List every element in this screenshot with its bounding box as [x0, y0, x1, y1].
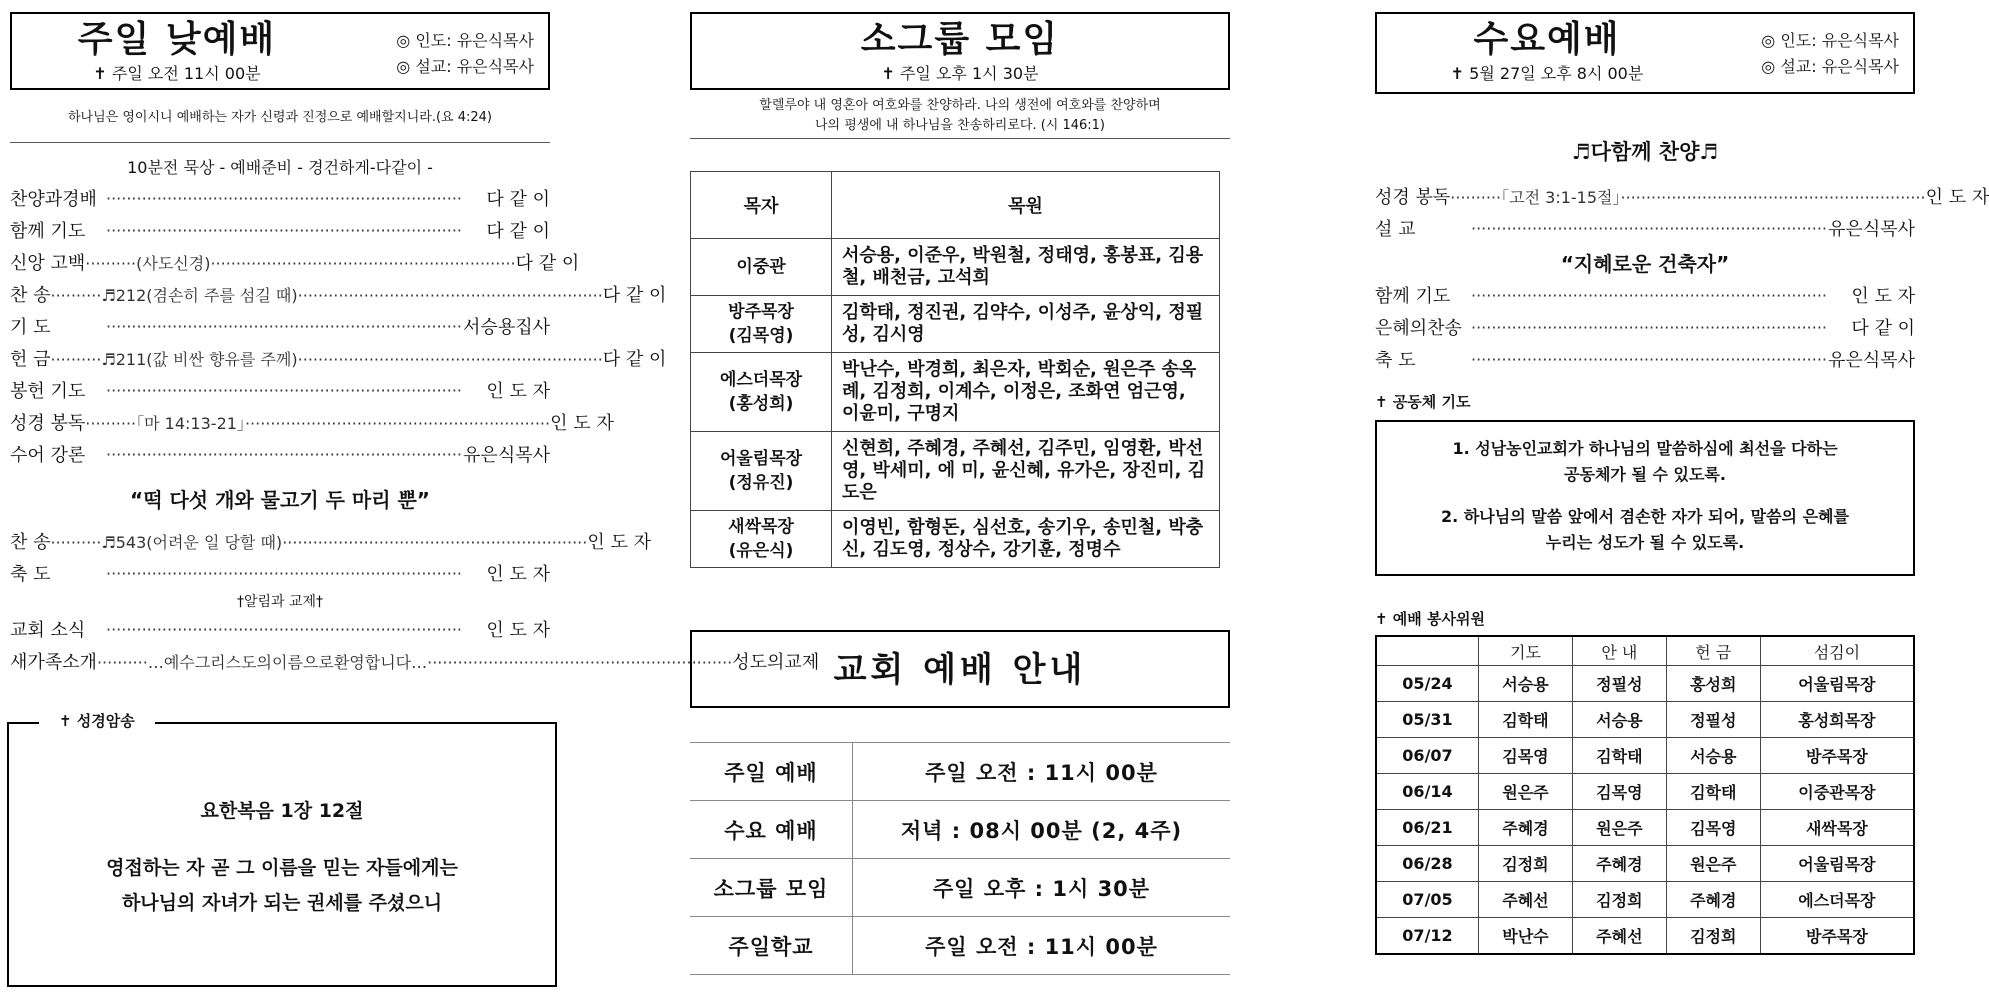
- prayer-1a: 1. 성남농인교회가 하나님의 말씀하심에 최선을 다하는: [1452, 439, 1838, 458]
- order-label: 성경 봉독: [1375, 187, 1451, 208]
- order-person: 인 도 자: [587, 532, 651, 553]
- order-label: 헌 금: [10, 349, 51, 370]
- order-label: 찬양과경배: [10, 189, 97, 210]
- small-group-row: [691, 432, 1220, 511]
- shepherd-leader: (정유진): [728, 473, 794, 493]
- duty-row: [1376, 738, 1914, 774]
- sunday-title-box: [10, 12, 550, 90]
- order-leader-dots: ··········♬211(값 비싼 향유를 주께)····························································: [50, 349, 603, 369]
- small-group-verse-2: 나의 평생에 내 하나님을 찬송하리로다. (시 146:1): [814, 118, 1106, 133]
- duty-cell: 방주목장: [1760, 918, 1914, 955]
- prayer-2b: 누리는 성도가 될 수 있도록.: [1545, 533, 1745, 552]
- small-group-time: ✝ 주일 오후 1시 30분: [881, 64, 1039, 83]
- duty-row: [1376, 918, 1914, 955]
- service-time: 주일 오전 : 11시 00분: [853, 917, 1231, 975]
- order-label: 수어 강론: [10, 445, 86, 466]
- duty-cell: 주혜선: [1478, 882, 1572, 918]
- order-leader-dots: ······································································: [105, 619, 462, 639]
- service-guide-title: 교회 예배 안내: [833, 650, 1087, 690]
- duty-cell: 박난수: [1478, 918, 1572, 955]
- order-leader-dots: ······································································: [105, 563, 462, 583]
- duty-cell: 방주목장: [1760, 738, 1914, 774]
- duty-date: 06/28: [1376, 846, 1478, 882]
- duty-cell: 이중관목장: [1760, 774, 1914, 810]
- duty-cell: 어울림목장: [1760, 666, 1914, 702]
- duty-cell: 서승용: [1666, 738, 1760, 774]
- shepherd-name: 에스더목장: [719, 370, 803, 390]
- sunday-time: ✝ 주일 오전 11시 00분: [93, 64, 261, 83]
- order-row: [10, 557, 550, 589]
- order-leader-dots: ······································································: [1470, 349, 1827, 369]
- order-detail: 「마 14:13-21」: [136, 413, 245, 433]
- order-label: 은혜의찬송: [1375, 318, 1462, 339]
- order-label: 기 도: [10, 317, 51, 338]
- duty-header-cell: 헌 금: [1666, 636, 1760, 666]
- duty-cell: 김학태: [1478, 702, 1572, 738]
- duty-cell: 김목영: [1572, 774, 1666, 810]
- wednesday-title-box: [1375, 12, 1915, 94]
- duty-cell: 주혜경: [1572, 846, 1666, 882]
- duty-header-cell: 섬김이: [1760, 636, 1914, 666]
- duty-cell: 홍성희: [1666, 666, 1760, 702]
- order-label: 함께 기도: [10, 221, 86, 242]
- duty-cell: 정필성: [1666, 702, 1760, 738]
- order-detail: 「고전 3:1-15절」: [1501, 187, 1621, 207]
- order-leader-dots: ······································································: [1470, 218, 1827, 238]
- order-person: 유은식목사: [1828, 350, 1915, 371]
- prayer-1b: 공동체가 될 수 있도록.: [1564, 465, 1726, 484]
- duty-cell: 어울림목장: [1760, 846, 1914, 882]
- service-time: 주일 오후 : 1시 30분: [853, 859, 1231, 917]
- order-person: 인 도 자: [486, 620, 550, 641]
- order-leader-dots: ··········「마 14:13-21」····························································: [85, 413, 551, 433]
- members-cell: 서승용, 이준우, 박원철, 정태영, 홍봉표, 김용철, 배천금, 고석희: [832, 239, 1220, 296]
- shepherd-cell: [691, 432, 832, 511]
- order-row: [10, 342, 667, 374]
- order-label: 찬 송: [10, 532, 51, 553]
- members-header: 목원: [832, 172, 1220, 239]
- order-label: 설 교: [1375, 219, 1416, 240]
- service-guide-table: [690, 742, 1230, 975]
- service-guide-title-box: [690, 630, 1230, 708]
- order-row: [1375, 180, 1989, 212]
- service-time: 저녁 : 08시 00분 (2, 4주): [853, 801, 1231, 859]
- shepherd-cell: [691, 296, 832, 353]
- prayer-2a: 2. 하나님의 말씀 앞에서 겸손한 자가 되어, 말씀의 은혜를: [1441, 507, 1849, 526]
- duty-header-cell: 안 내: [1572, 636, 1666, 666]
- order-leader-dots: ······································································: [105, 220, 462, 240]
- order-row: [10, 406, 614, 438]
- small-group-row: [691, 239, 1220, 296]
- duty-date: 06/21: [1376, 810, 1478, 846]
- order-leader-dots: ······································································: [105, 188, 462, 208]
- small-group-table: [690, 171, 1220, 568]
- sunday-title: 주일 낮예배: [77, 19, 277, 60]
- duty-date: 06/07: [1376, 738, 1478, 774]
- wednesday-title: 수요예배: [1473, 19, 1621, 60]
- order-detail: ♬212(겸손히 주를 섬길 때): [101, 285, 298, 305]
- order-leader-dots: ··········「고전 3:1-15절」····························································: [1450, 187, 1926, 207]
- order-person: 인 도 자: [486, 381, 550, 402]
- shepherd-leader: (김목영): [728, 326, 794, 346]
- small-group-title: 소그룹 모임: [860, 19, 1060, 60]
- duty-cell: 김정희: [1666, 918, 1760, 955]
- order-person: 다 같 이: [515, 253, 580, 274]
- order-person: 성도의교제: [732, 652, 820, 673]
- memory-verse-line2: 하나님의 자녀가 되는 권세를 주셨으니: [121, 892, 443, 914]
- duty-row: [1376, 666, 1914, 702]
- duty-tag: ✝ 예배 봉사위원: [1375, 610, 1485, 628]
- shepherd-cell: [691, 239, 832, 296]
- duty-row: [1376, 810, 1914, 846]
- duty-row: [1376, 702, 1914, 738]
- order-person: 인 도 자: [550, 413, 614, 434]
- sunday-preacher: ◎ 설교: 유은식목사: [396, 57, 534, 76]
- order-label: 축 도: [1375, 350, 1416, 371]
- order-row: [1375, 311, 1915, 343]
- order-leader-dots: ······································································: [105, 316, 462, 336]
- duty-date: 05/24: [1376, 666, 1478, 702]
- duty-cell: 김정희: [1572, 882, 1666, 918]
- duty-date: 07/05: [1376, 882, 1478, 918]
- duty-table: [1375, 635, 1915, 955]
- order-row: [10, 525, 651, 557]
- order-row: [10, 374, 550, 406]
- shepherd-name: 새싹목장: [728, 517, 794, 537]
- order-leader-dots: ······································································: [1470, 317, 1827, 337]
- service-row: [690, 859, 1230, 917]
- small-group-row: [691, 511, 1220, 568]
- shepherd-cell: [691, 353, 832, 432]
- order-label: 교회 소식: [10, 620, 86, 641]
- duty-cell: 김정희: [1478, 846, 1572, 882]
- order-leader-dots: ··········…예수그리스도의이름으로환영합니다…····························································: [96, 652, 733, 672]
- wednesday-time: ✝ 5월 27일 오후 8시 00분: [1450, 64, 1644, 83]
- memory-verse-ref: 요한복음 1장 12절: [200, 800, 364, 822]
- order-label: 찬 송: [10, 285, 51, 306]
- order-label: 새가족소개: [10, 652, 97, 673]
- order-detail: ♬543(어려운 일 당할 때): [101, 532, 283, 552]
- wednesday-worship-column: [1375, 0, 1989, 955]
- order-row: [10, 613, 550, 645]
- duty-date: 06/14: [1376, 774, 1478, 810]
- service-name: 주일 예배: [690, 743, 853, 801]
- duty-header-cell: 기도: [1478, 636, 1572, 666]
- service-time: 주일 오전 : 11시 00분: [853, 743, 1231, 801]
- order-row: [10, 645, 820, 677]
- shepherd-header: 목자: [691, 172, 832, 239]
- announce-heading: †알림과 교제†: [236, 594, 324, 610]
- duty-cell: 정필성: [1572, 666, 1666, 702]
- duty-cell: 에스더목장: [1760, 882, 1914, 918]
- members-cell: 김학태, 정진권, 김약수, 이성주, 윤상익, 정필성, 김시영: [832, 296, 1220, 353]
- order-leader-dots: ······································································: [105, 380, 462, 400]
- duty-cell: 주혜경: [1478, 810, 1572, 846]
- service-name: 수요 예배: [690, 801, 853, 859]
- order-row: [1375, 279, 1915, 311]
- community-prayer-tag: ✝ 공동체 기도: [1375, 393, 1471, 411]
- sunday-verse: 하나님은 영이시니 예배하는 자가 신령과 진정으로 예배할지니라.(요 4:24): [67, 110, 493, 125]
- duty-row: [1376, 882, 1914, 918]
- duty-header-row: [1376, 636, 1914, 666]
- order-person: 서승용집사: [463, 317, 550, 338]
- order-person: 유은식목사: [463, 445, 550, 466]
- order-row: [10, 214, 550, 246]
- service-row: [690, 917, 1230, 975]
- duty-date: 05/31: [1376, 702, 1478, 738]
- wednesday-preacher: ◎ 설교: 유은식목사: [1761, 57, 1899, 76]
- sunday-announce-list: [10, 613, 820, 677]
- duty-cell: 서승용: [1572, 702, 1666, 738]
- order-leader-dots: ··········♬543(어려운 일 당할 때)····························································: [50, 532, 588, 552]
- duty-cell: 김목영: [1478, 738, 1572, 774]
- order-label: 축 도: [10, 564, 51, 585]
- shepherd-name: 어울림목장: [719, 449, 803, 469]
- order-detail: ♬211(값 비싼 향유를 주께): [101, 349, 298, 369]
- members-cell: 이영빈, 함형돈, 심선호, 송기우, 송민철, 박충신, 김도영, 정상수, 강기훈, 정명수: [832, 511, 1220, 568]
- order-label: 봉헌 기도: [10, 381, 86, 402]
- sunday-leader: ◎ 인도: 유은식목사: [396, 31, 534, 50]
- order-row: [10, 182, 550, 214]
- duty-cell: 원은주: [1666, 846, 1760, 882]
- shepherd-name: 이중관: [736, 257, 786, 277]
- duty-cell: 서승용: [1478, 666, 1572, 702]
- community-prayer-box: [1375, 420, 1915, 576]
- duty-cell: 원은주: [1478, 774, 1572, 810]
- order-person: 인 도 자: [1851, 286, 1915, 307]
- order-row: [10, 246, 580, 278]
- order-row: [10, 438, 550, 470]
- duty-cell: 김학태: [1666, 774, 1760, 810]
- duty-cell: 홍성희목장: [1760, 702, 1914, 738]
- service-name: 소그룹 모임: [690, 859, 853, 917]
- service-row: [690, 801, 1230, 859]
- sunday-sermon-title: “떡 다섯 개와 물고기 두 마리 뿐”: [130, 488, 430, 512]
- wednesday-praise: ♬다함께 찬양♬: [1571, 140, 1719, 164]
- service-name: 주일학교: [690, 917, 853, 975]
- order-label: 함께 기도: [1375, 286, 1451, 307]
- members-cell: 신현희, 주혜경, 주혜선, 김주민, 임영환, 박선영, 박세미, 에 미, 윤신혜, 유가은, 장진미, 김도은: [832, 432, 1220, 511]
- order-row: [10, 278, 667, 310]
- duty-row: [1376, 774, 1914, 810]
- wednesday-closing-list: [1375, 279, 1915, 375]
- order-person: 다 같 이: [602, 285, 667, 306]
- wednesday-order-list: [1375, 180, 1989, 244]
- order-leader-dots: ··········♬212(겸손히 주를 섬길 때)····························································: [50, 285, 603, 305]
- sunday-closing-list: [10, 525, 651, 589]
- duty-cell: 원은주: [1572, 810, 1666, 846]
- small-group-row: [691, 353, 1220, 432]
- small-group-header-row: [691, 172, 1220, 239]
- memory-verse-tag: ✝ 성경암송: [39, 710, 155, 731]
- order-leader-dots: ······································································: [105, 444, 462, 464]
- small-group-verse-1: 할렐루야 내 영혼아 여호와를 찬양하라. 나의 생전에 여호와를 찬양하며: [759, 98, 1161, 113]
- order-row: [1375, 212, 1915, 244]
- order-label: 성경 봉독: [10, 413, 86, 434]
- order-person: 다 같 이: [1851, 318, 1915, 339]
- order-leader-dots: ······································································: [1470, 285, 1827, 305]
- order-row: [10, 310, 550, 342]
- sunday-prelude: 10분전 묵상 - 예배준비 - 경건하게-다같이 -: [127, 158, 433, 177]
- shepherd-leader: (유은식): [728, 541, 794, 561]
- memory-verse-line1: 영접하는 자 곧 그 이름을 믿는 자들에게는: [106, 857, 458, 879]
- shepherd-cell: [691, 511, 832, 568]
- duty-cell: 김목영: [1666, 810, 1760, 846]
- service-row: [690, 743, 1230, 801]
- order-person: 인 도 자: [1925, 187, 1989, 208]
- order-detail: (사도신경): [136, 253, 211, 273]
- order-leader-dots: ··········(사도신경)····························································: [85, 253, 516, 273]
- duty-cell: 주혜경: [1666, 882, 1760, 918]
- shepherd-name: 방주목장: [728, 302, 794, 322]
- order-row: [1375, 343, 1915, 375]
- duty-header-cell: [1376, 636, 1478, 666]
- members-cell: 박난수, 박경희, 최은자, 박회순, 원은주 송옥례, 김정희, 이계수, 이정은, 조화연 엄근영, 이윤미, 구명지: [832, 353, 1220, 432]
- duty-row: [1376, 846, 1914, 882]
- sunday-order-list: [10, 182, 667, 470]
- order-label: 신앙 고백: [10, 253, 86, 274]
- duty-cell: 새싹목장: [1760, 810, 1914, 846]
- wednesday-leader: ◎ 인도: 유은식목사: [1761, 31, 1899, 50]
- order-person: 다 같 이: [602, 349, 667, 370]
- memory-verse-box: [7, 712, 557, 987]
- small-group-row: [691, 296, 1220, 353]
- shepherd-leader: (홍성희): [728, 394, 794, 414]
- duty-cell: 김학태: [1572, 738, 1666, 774]
- order-detail: …예수그리스도의이름으로환영합니다…: [147, 652, 428, 672]
- order-person: 인 도 자: [486, 564, 550, 585]
- duty-date: 07/12: [1376, 918, 1478, 955]
- duty-cell: 주혜선: [1572, 918, 1666, 955]
- order-person: 유은식목사: [1828, 219, 1915, 240]
- wednesday-sermon-title: “지혜로운 건축자”: [1560, 252, 1730, 276]
- order-person: 다 같 이: [486, 221, 550, 242]
- small-group-title-box: [690, 12, 1230, 90]
- order-person: 다 같 이: [486, 189, 550, 210]
